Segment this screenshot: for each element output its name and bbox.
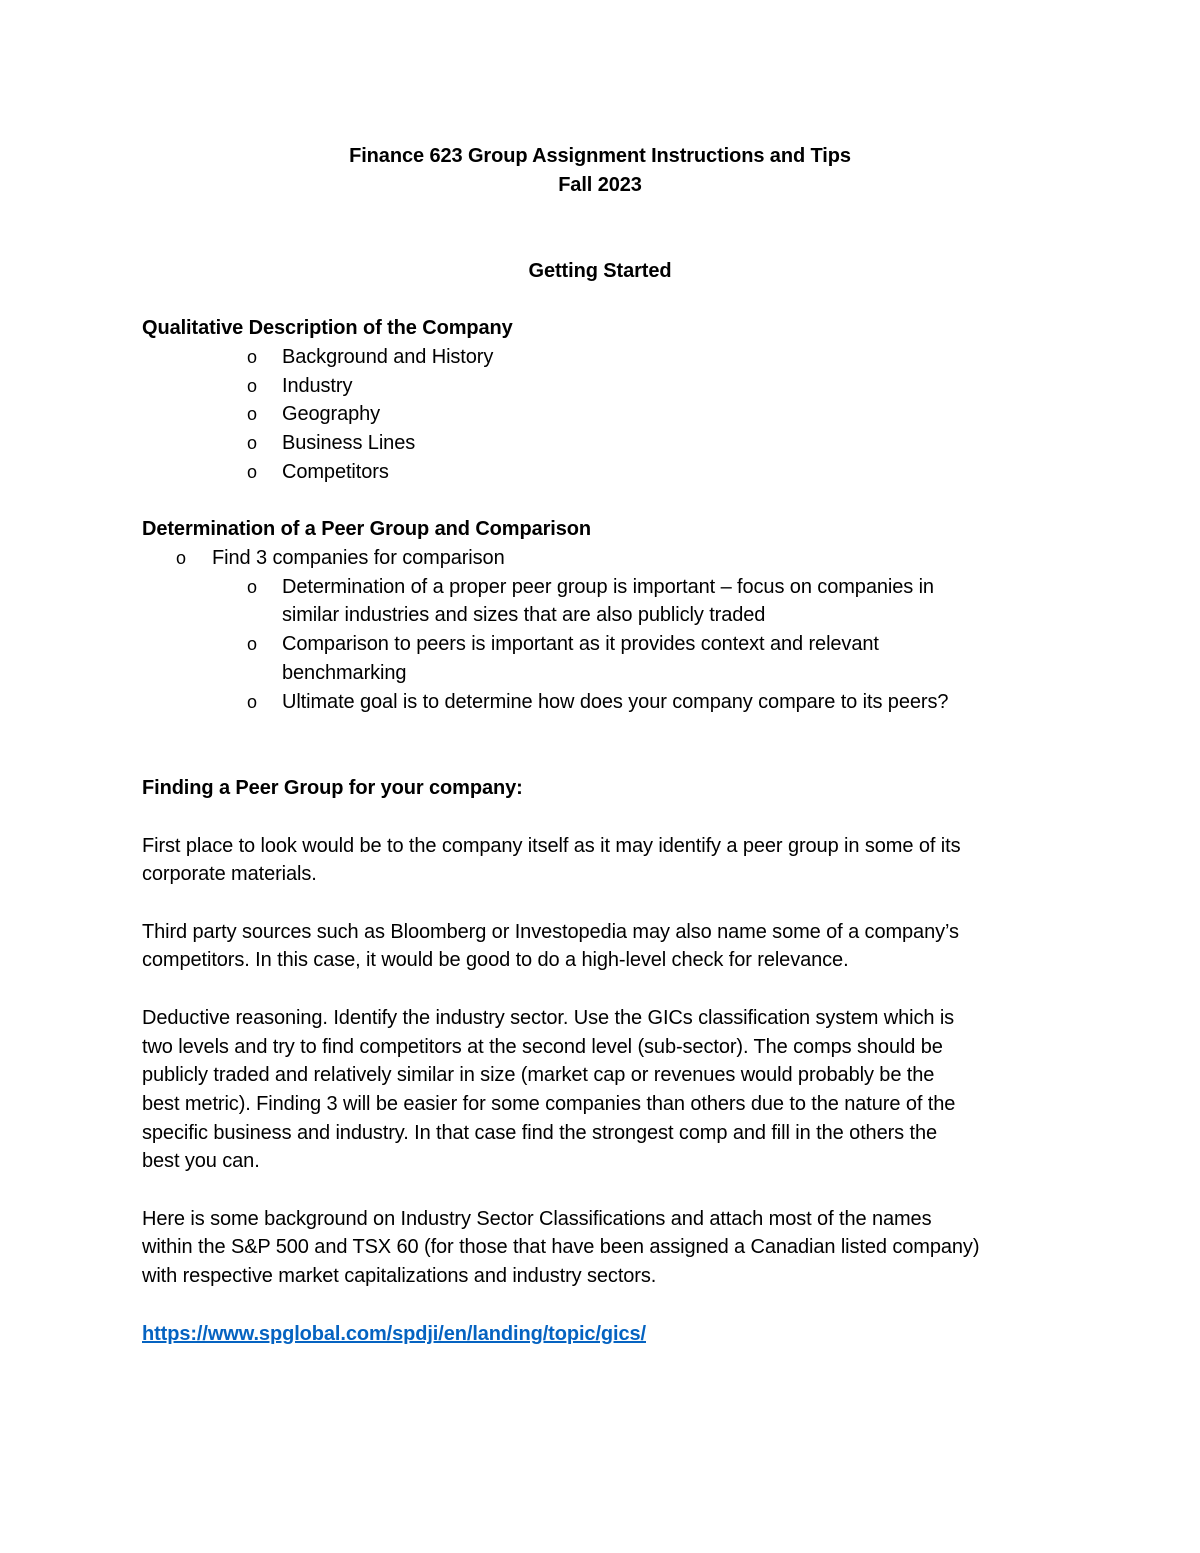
bullet-icon: o [247,692,258,712]
bullet-icon: o [247,462,258,482]
paragraph-line: with respective market capitalizations and industry sectors. [142,1265,657,1287]
list-item: Geography [282,403,381,425]
qualitative-heading: Qualitative Description of the Company [142,317,513,339]
paragraph-line: publicly traded and relatively similar in size (market cap or revenues would probably be the [142,1064,935,1086]
paragraph-line: Here is some background on Industry Sector Classifications and attach most of the names [142,1208,932,1230]
list-item: Find 3 companies for comparison [212,547,505,569]
list-item: Competitors [282,461,389,483]
paragraph-line: corporate materials. [142,863,317,885]
gics-link[interactable]: https://www.spglobal.com/spdji/en/landing/topic/gics/ [142,1323,646,1345]
bullet-icon: o [247,404,258,424]
paragraph-line: specific business and industry. In that case find the strongest comp and fill in the others the [142,1122,938,1144]
list-item: Industry [282,375,353,397]
paragraph-line: best metric). Finding 3 will be easier for some companies than others due to the nature of the [142,1093,956,1115]
paragraph-line: two levels and try to find competitors at the second level (sub-sector). The comps should be [142,1036,943,1058]
list-item-line: similar industries and sizes that are also publicly traded [282,604,766,626]
paragraph-line: within the S&P 500 and TSX 60 (for those that have been assigned a Canadian listed company) [142,1236,980,1258]
list-item-line: benchmarking [282,662,407,684]
list-item: Business Lines [282,432,416,454]
document-term: Fall 2023 [558,174,642,196]
bullet-icon: o [247,433,258,453]
bullet-icon: o [247,376,258,396]
bullet-icon: o [247,577,258,597]
list-item-line: Comparison to peers is important as it provides context and relevant [282,633,879,655]
finding-heading: Finding a Peer Group for your company: [142,777,523,799]
bullet-icon: o [247,634,258,654]
bullet-icon: o [247,347,258,367]
paragraph-line: Deductive reasoning. Identify the industry sector. Use the GICs classification system which is [142,1007,955,1029]
section-heading-getting-started: Getting Started [528,260,672,282]
paragraph-line: Third party sources such as Bloomberg or Investopedia may also name some of a company’s [142,921,959,943]
paragraph-line: competitors. In this case, it would be good to do a high-level check for relevance. [142,949,849,971]
list-item-line: Ultimate goal is to determine how does your company compare to its peers? [282,691,949,713]
list-item-line: Determination of a proper peer group is important – focus on companies in [282,576,934,598]
paragraph-line: best you can. [142,1150,260,1172]
list-item: Background and History [282,346,494,368]
bullet-icon: o [176,548,187,568]
document-title: Finance 623 Group Assignment Instructions and Tips [349,145,851,167]
peer-group-heading: Determination of a Peer Group and Comparison [142,518,591,540]
paragraph-line: First place to look would be to the company itself as it may identify a peer group in some of its [142,835,961,857]
